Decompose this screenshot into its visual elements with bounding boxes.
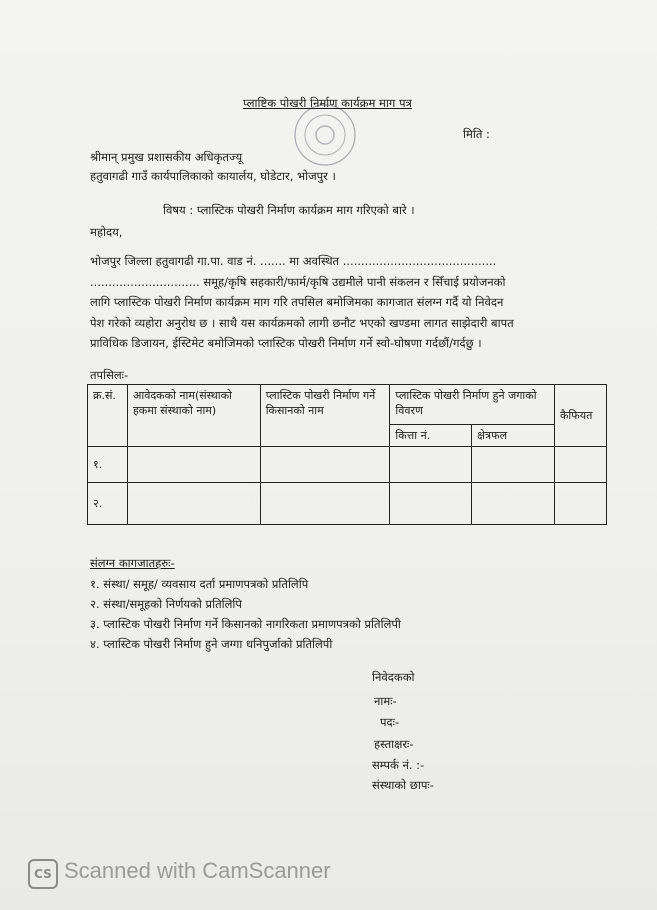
row-sn: २. <box>88 483 128 525</box>
salutation: महोदय, <box>90 225 123 239</box>
documents-heading: संलग्न कागजातहरुः- <box>90 556 175 570</box>
header-farmer: प्लास्टिक पोखरी निर्माण गर्ने किसानको नाम <box>260 385 390 447</box>
document-item: १. संस्था/ समूह/ व्यवसाय दर्ता प्रमाणपत्रको प्रतिलिपि <box>90 577 309 591</box>
header-sn: क्र.सं. <box>88 385 128 447</box>
document-item: ४. प्लास्टिक पोखरी निर्माण हुने जग्गा धनिपुर्जाको प्रतिलिपी <box>90 637 333 651</box>
header-remarks: कैफियत <box>554 385 606 447</box>
row-cell[interactable] <box>472 483 555 525</box>
signature-contact: सम्पर्क नं. :- <box>372 758 425 772</box>
signature-signed: हस्ताक्षरः- <box>374 737 414 751</box>
body-paragraph <box>90 251 602 354</box>
body-line: प्राविधिक डिजायन, ईस्टिमेट बमोजिमको प्लास्टिक पोखरी निर्माण गर्ने स्वो-घोषणा गर्दछौं/गर्दछु । <box>90 336 482 350</box>
page-title: प्लाष्टिक पोखरी निर्माण कार्यक्रम माग पत्र <box>243 96 412 110</box>
header-area: क्षेत्रफल <box>472 425 555 447</box>
body-line: भोजपुर जिल्ला हतुवागढी गा.पा. वाड नं. ....... मा अवस्थित .......................................... <box>90 254 497 268</box>
header-kitta: कित्ता नं. <box>390 425 472 447</box>
row-cell[interactable] <box>472 447 555 483</box>
camscanner-watermark: Scanned with CamScanner <box>64 858 331 883</box>
header-applicant: आवेदकको नाम(संस्थाको हकमा संस्थाको नाम) <box>127 385 260 447</box>
table-row <box>88 483 607 525</box>
row-sn: १. <box>88 447 128 483</box>
row-cell[interactable] <box>390 483 472 525</box>
document-item: ३. प्लास्टिक पोखरी निर्माण गर्ने किसानको नागरिकता प्रमाणपत्रको प्रतिलिपी <box>90 617 401 631</box>
details-table <box>87 384 607 525</box>
row-cell[interactable] <box>554 483 606 525</box>
row-cell[interactable] <box>554 447 606 483</box>
table-row <box>88 447 607 483</box>
document-item: २. संस्था/समूहको निर्णयको प्रतिलिपि <box>90 597 242 611</box>
row-cell[interactable] <box>260 483 390 525</box>
body-line: पेश गरेको व्यहोरा अनुरोध छ । साथै यस कार्यक्रमको लागी छनौट भएको खण्डमा लागत साझेदारी बापत <box>90 315 514 330</box>
subject-line: विषय : प्लास्टिक पोखरी निर्माण कार्यक्रम माग गरिएको बारे । <box>163 203 415 217</box>
signature-heading: निवेदकको <box>372 670 415 684</box>
table-label: तपसिलः- <box>90 368 129 382</box>
body-line: लागि प्लास्टिक पोखरी निर्माण कार्यक्रम माग गरि तपसिल बमोजिमका कागजात संलग्न गर्दै यो निवेदन <box>90 295 504 309</box>
signature-seal: संस्थाको छापः- <box>372 778 434 792</box>
date-label: मिति : <box>463 127 490 141</box>
row-cell[interactable] <box>127 447 260 483</box>
body-line: .............................. समूह/कृषि सहकारी/फार्म/कृषि उद्यमीले पानी संकलन र सिँचाई प्रयोजनको <box>90 274 506 289</box>
row-cell[interactable] <box>127 483 260 525</box>
addressee-line-2: हतुवागढी गाउँ कार्यपालिकाको कायार्लय, घोडेटार, भोजपुर । <box>90 169 336 183</box>
signature-post: पदः- <box>380 715 400 729</box>
row-cell[interactable] <box>260 447 390 483</box>
addressee-line-1: श्रीमान् प्रमुख प्रशासकीय अधिकृतज्यू <box>90 150 243 164</box>
row-cell[interactable] <box>390 447 472 483</box>
signature-name: नामः- <box>374 694 397 708</box>
header-land: प्लास्टिक पोखरी निर्माण हुने जगाको विवरण <box>390 385 555 425</box>
table-header-row <box>88 385 607 425</box>
camscanner-logo-icon: CS <box>28 859 58 889</box>
